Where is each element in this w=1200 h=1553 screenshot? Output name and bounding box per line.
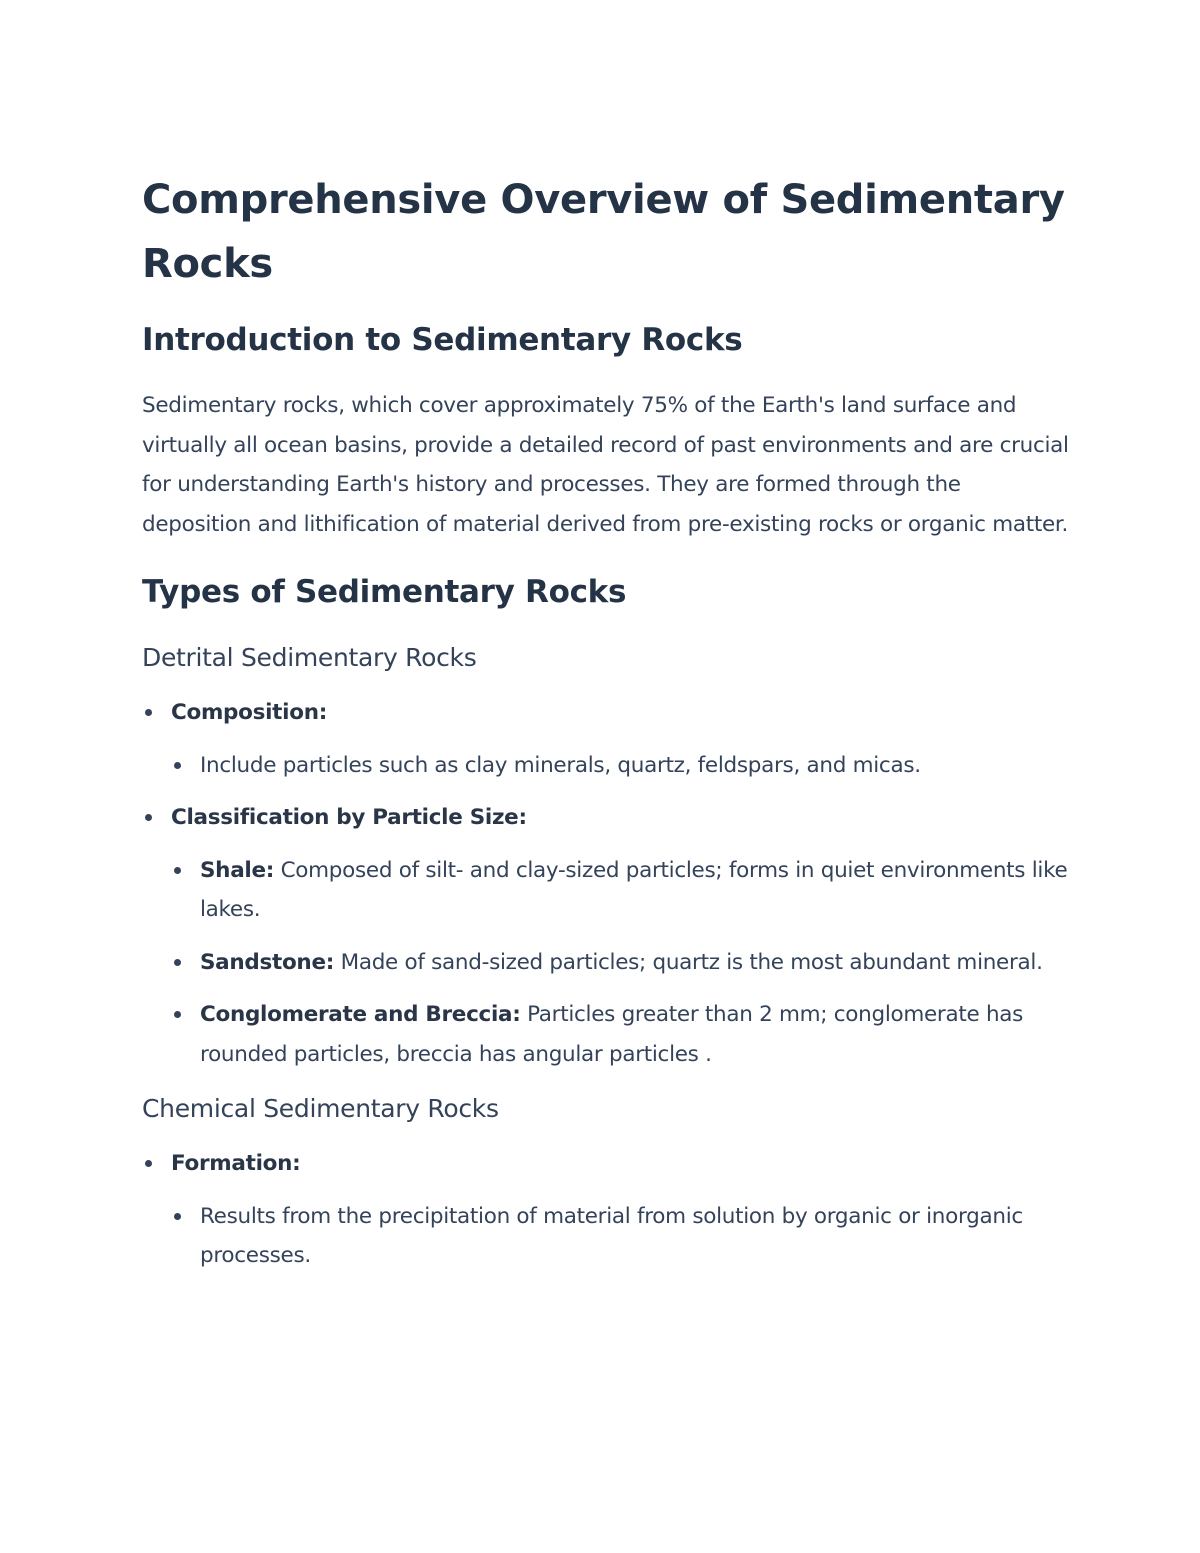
types-heading: Types of Sedimentary Rocks [142, 574, 627, 610]
composition-label: Composition: [171, 700, 328, 725]
list-item [142, 943, 1072, 983]
list-item [142, 798, 1072, 838]
chemical-list [142, 1144, 1072, 1276]
bullet-icon [174, 762, 181, 769]
bullet-icon [145, 1160, 152, 1167]
detrital-list [142, 693, 1072, 1074]
sandstone-text: Made of sand-sized particles; quartz is the most abundant mineral. [334, 949, 1043, 975]
classification-label: Classification by Particle Size: [171, 805, 527, 830]
intro-heading: Introduction to Sedimentary Rocks [142, 322, 743, 358]
conglomerate-text: Particles greater than 2 mm; conglomerate has rounded particles, breccia has angular particles . [200, 1002, 1024, 1067]
list-item [142, 851, 1072, 930]
list-item [142, 995, 1072, 1074]
formation-item: Results from the precipitation of material from solution by organic or inorganic processes. [200, 1203, 1023, 1268]
document-page [142, 168, 1072, 1276]
intro-paragraph: Sedimentary rocks, which cover approximately 75% of the Earth's land surface and virtually all ocean basins, provide a detailed record of past environments and are crucial for understanding Earth's history and processes. They are formed through the deposition and lithification of material derived from pre-existing rocks or organic matter. [142, 393, 1069, 537]
bullet-icon [174, 867, 181, 874]
bullet-icon [145, 814, 152, 821]
document-title: Comprehensive Overview of Sedimentary Rocks [142, 177, 1065, 287]
bullet-icon [174, 1213, 181, 1220]
bullet-icon [174, 1011, 181, 1018]
list-item [142, 1197, 1072, 1276]
list-item [142, 1144, 1072, 1184]
list-item [142, 746, 1072, 786]
chemical-heading: Chemical Sedimentary Rocks [142, 1094, 499, 1123]
conglomerate-label: Conglomerate and Breccia: [200, 1002, 521, 1027]
detrital-heading: Detrital Sedimentary Rocks [142, 643, 477, 672]
sandstone-label: Sandstone: [200, 949, 335, 975]
shale-text: Composed of silt- and clay-sized particles; forms in quiet environments like lakes. [200, 857, 1068, 922]
composition-item: Include particles such as clay minerals, quartz, feldspars, and micas. [200, 752, 921, 778]
list-item [142, 693, 1072, 733]
bullet-icon [145, 709, 152, 716]
shale-label: Shale: [200, 857, 275, 883]
bullet-icon [174, 959, 181, 966]
formation-label: Formation: [171, 1151, 301, 1176]
